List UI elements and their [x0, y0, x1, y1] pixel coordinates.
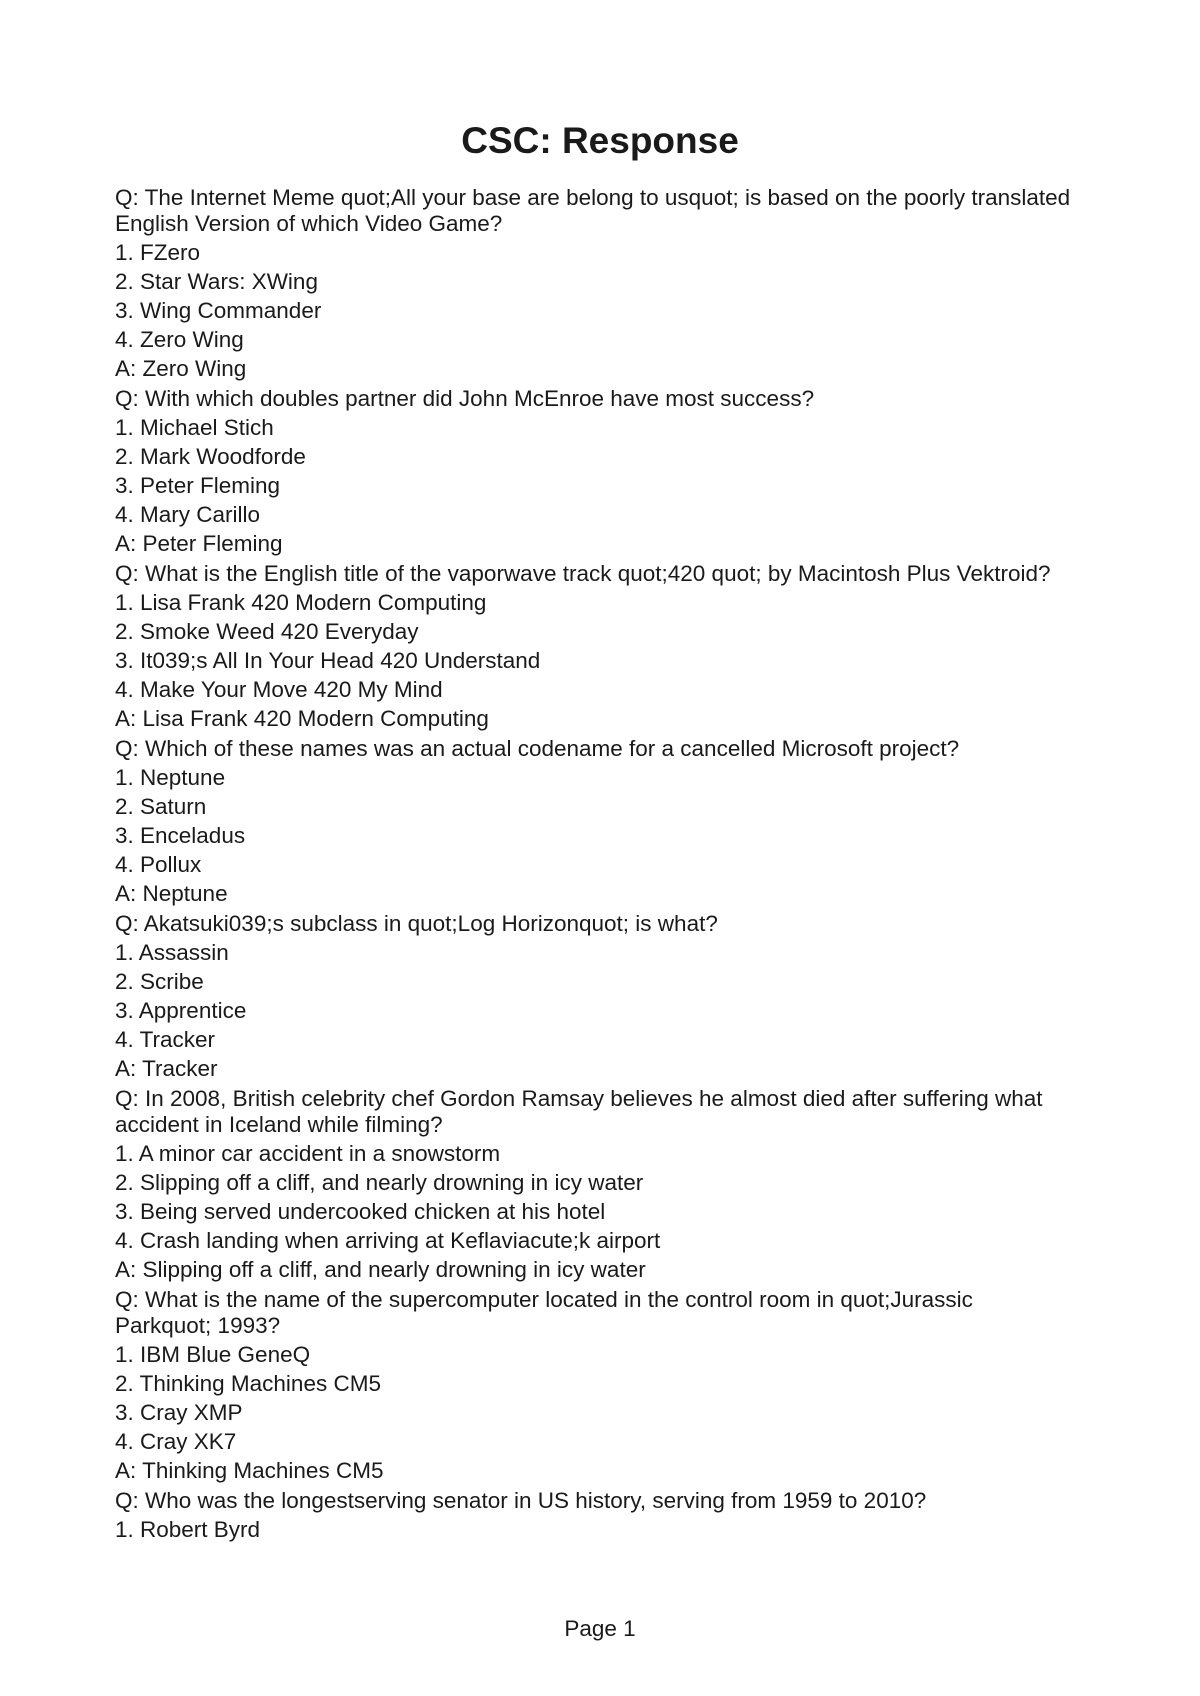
question-text: Q: With which doubles partner did John McEnroe have most success?: [115, 386, 815, 411]
answer-text: A: Slipping off a cliff, and nearly drowning in icy water: [115, 1257, 646, 1282]
option-item: 2. Smoke Weed 420 Everyday: [115, 619, 419, 644]
option-item: 2. Mark Woodforde: [115, 444, 306, 469]
option-item: 3. Peter Fleming: [115, 473, 281, 498]
answer-text: A: Neptune: [115, 881, 228, 906]
question-text: Q: Who was the longestserving senator in US history, serving from 1959 to 2010?: [115, 1488, 927, 1513]
option-item: 3. Apprentice: [115, 998, 247, 1023]
option-item: 4. Zero Wing: [115, 327, 244, 352]
question-list: [115, 185, 1075, 1546]
option-item: 4. Pollux: [115, 852, 202, 877]
question-block: [115, 185, 1075, 382]
option-item: 2. Thinking Machines CM5: [115, 1371, 381, 1396]
question-text: Q: Akatsuki039;s subclass in quot;Log Horizonquot; is what?: [115, 911, 718, 936]
question-text: Q: What is the name of the supercomputer located in the control room in quot;Jurassic Parkquot; 1993?: [115, 1287, 973, 1338]
option-item: 2. Slipping off a cliff, and nearly drowning in icy water: [115, 1170, 644, 1195]
question-block: [115, 911, 1075, 1082]
option-item: 4. Crash landing when arriving at Keflaviacute;k airport: [115, 1228, 661, 1253]
option-item: 2. Saturn: [115, 794, 207, 819]
option-item: 1. Assassin: [115, 940, 229, 965]
question-text: Q: In 2008, British celebrity chef Gordon Ramsay believes he almost died after suffering what accident in Iceland while filming?: [115, 1086, 1043, 1137]
option-item: 3. It039;s All In Your Head 420 Understand: [115, 648, 541, 673]
option-item: 1. Neptune: [115, 765, 226, 790]
option-item: 3. Wing Commander: [115, 298, 322, 323]
answer-text: A: Zero Wing: [115, 356, 247, 381]
answer-text: A: Tracker: [115, 1056, 218, 1081]
page-number: Page 1: [564, 1616, 636, 1641]
option-item: 1. FZero: [115, 240, 201, 265]
question-block: [115, 386, 1075, 557]
question-text: Q: Which of these names was an actual codename for a cancelled Microsoft project?: [115, 736, 960, 761]
answer-text: A: Peter Fleming: [115, 531, 283, 556]
option-item: 4. Mary Carillo: [115, 502, 261, 527]
question-block: [115, 736, 1075, 907]
option-item: 1. Lisa Frank 420 Modern Computing: [115, 590, 487, 615]
option-item: 4. Cray XK7: [115, 1429, 237, 1454]
option-item: 1. Michael Stich: [115, 415, 274, 440]
option-item: 3. Being served undercooked chicken at his hotel: [115, 1199, 606, 1224]
option-item: 2. Scribe: [115, 969, 204, 994]
option-item: 1. A minor car accident in a snowstorm: [115, 1141, 501, 1166]
option-item: 4. Make Your Move 420 My Mind: [115, 677, 443, 702]
option-item: 3. Cray XMP: [115, 1400, 243, 1425]
option-item: 3. Enceladus: [115, 823, 246, 848]
option-item: 4. Tracker: [115, 1027, 216, 1052]
option-item: 1. Robert Byrd: [115, 1517, 261, 1542]
question-block: [115, 561, 1075, 732]
question-text: Q: What is the English title of the vaporwave track quot;420 quot; by Macintosh Plus Vektroid?: [115, 561, 1051, 586]
question-block: [115, 1488, 1075, 1543]
option-item: 1. IBM Blue GeneQ: [115, 1342, 311, 1367]
option-item: 2. Star Wars: XWing: [115, 269, 318, 294]
answer-text: A: Thinking Machines CM5: [115, 1458, 384, 1483]
question-text: Q: The Internet Meme quot;All your base are belong to usquot; is based on the poorly translated English Version of which Video Game?: [115, 185, 1071, 236]
answer-text: A: Lisa Frank 420 Modern Computing: [115, 706, 489, 731]
question-block: [115, 1086, 1075, 1283]
question-block: [115, 1287, 1075, 1484]
page-title: CSC: Response: [461, 120, 739, 161]
